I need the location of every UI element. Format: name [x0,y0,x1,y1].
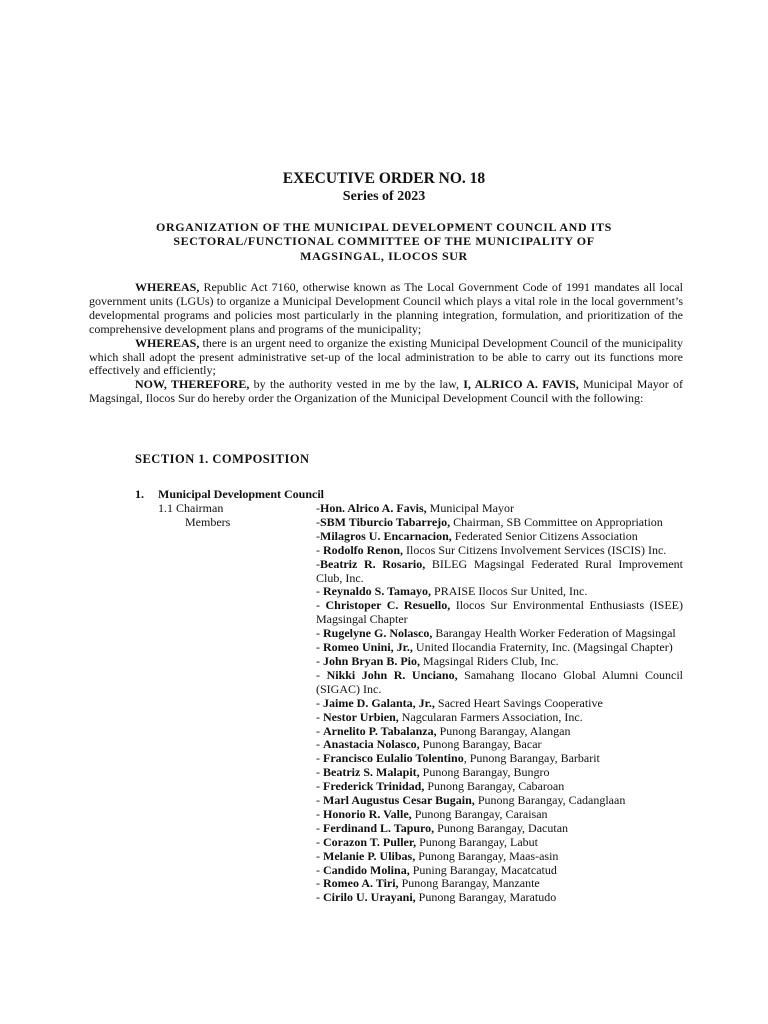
member-name: Francisco Eulalio Tolentino [323,751,464,766]
member-name: Hon. Alrico A. Favis, [320,501,427,515]
member-organization: Punong Barangay, Maratudo [415,890,557,905]
subject-line-2: SECTORAL/FUNCTIONAL COMMITTEE OF THE MUNICIPALITY OF [173,234,595,249]
member-organization: Sacred Heart Savings Cooperative [434,695,603,710]
member-entry [316,544,683,558]
member-organization: Punong Barangay, Alangan [436,723,571,738]
member-name: SBM Tiburcio Tabarrejo, [320,514,451,529]
member-name: Marl Augustus Cesar Bugain, [323,793,475,808]
member-name: Milagros U. Encarnacion, [320,528,452,543]
paragraph-text: by the authority vested in me by the law, [249,377,464,392]
member-bullet: - [316,584,323,599]
member-entry [316,530,683,544]
member-entry [316,725,683,739]
item-title: Municipal Development Council [158,487,325,501]
member-organization: Nagcularan Farmers Association, Inc. [398,709,583,724]
member-organization: United Ilocandia Fraternity, Inc. (Magsingal Chapter) [412,640,673,655]
member-name: Cirilo U. Urayani, [323,890,416,905]
member-entry [316,752,683,766]
member-organization: Punong Barangay, Cabaroan [424,779,565,794]
member-bullet: - [316,653,323,668]
member-organization: Punong Barangay, Bacar [419,737,542,752]
member-bullet: - [316,779,323,794]
member-bullet: - [316,640,323,655]
member-organization: Municipal Mayor [426,501,514,515]
whereas-paragraph-1 [89,281,683,337]
member-organization: Samahang Ilocano Global Alumni Council (SIGAC) Inc. [316,667,683,696]
mayor-name: I, ALRICO A. FAVIS, [463,377,579,392]
member-bullet: - [316,793,323,808]
member-bullet: - [316,626,323,641]
member-bullet: - [316,848,323,863]
member-name: John Bryan B. Pio, [323,653,421,668]
member-name: Melanie P. Ulibas, [323,848,416,863]
now-therefore-paragraph [89,378,683,406]
member-entry [316,850,683,864]
paragraph-lead: NOW, THEREFORE, [135,377,250,392]
member-entry [316,808,683,822]
member-organization: Ilocos Sur Citizens Involvement Services (ISCIS) Inc. [403,542,667,557]
member-entry [316,669,683,697]
member-bullet: - [316,514,320,529]
member-name: Arnelito P. Tabalanza, [323,723,437,738]
member-bullet: - [316,737,323,752]
member-name: Frederick Trinidad, [323,779,425,794]
member-organization: Punong Barangay, Dacutan [434,820,569,835]
member-entry [316,585,683,599]
member-bullet: - [316,528,320,543]
paragraph-lead: WHEREAS, [135,335,200,350]
member-organization: Punong Barangay, Labut [416,834,538,849]
member-entry [316,502,683,516]
member-name: Beatriz S. Malapit, [323,765,420,780]
order-title: EXECUTIVE ORDER NO. 18 [282,170,486,187]
member-organization: Punong Barangay, Manzante [398,876,540,891]
order-subject [100,220,668,263]
section-heading: SECTION 1. COMPOSITION [135,452,310,466]
member-organization: Ilocos Sur Environmental Enthusiasts (ISEE) Magsingal Chapter [316,598,683,627]
member-entry [316,780,683,794]
member-bullet: - [316,834,323,849]
member-bullet: - [316,765,323,780]
item-number: 1. [135,487,144,501]
chairman-label: 1.1 Chairman [158,501,224,515]
members-list [316,502,683,905]
member-entry [316,711,683,725]
member-organization: Barangay Health Worker Federation of Magsingal [432,626,676,641]
member-name: Rodolfo Renon, [323,542,404,557]
paragraph-text: there is an urgent need to organize the existing Municipal Development Council of the municipality which shall adopt the present administrative set-up of the local administration to be able to carry out its functions more effectively and efficiently; [89,335,683,378]
member-entry [316,822,683,836]
member-name: Anastacia Nolasco, [323,737,420,752]
member-organization: Federated Senior Citizens Association [451,528,638,543]
council-heading [135,488,324,502]
paragraph-text-continued: Municipal Mayor of Magsingal, Ilocos Sur do hereby order the Organization of the Municipal Development Council with the following: [89,377,684,406]
members-label: Members [185,515,231,529]
member-entry [316,641,683,655]
whereas-paragraph-2 [89,337,683,379]
member-entry [316,599,683,627]
member-bullet: - [316,876,323,891]
member-organization: PRAISE Ilocos Sur United, Inc. [431,584,588,599]
member-entry [316,697,683,711]
member-name: Nestor Urbien, [323,709,399,724]
member-bullet: - [316,862,323,877]
subject-line-3: MAGSINGAL, ILOCOS SUR [300,248,468,263]
member-entry [316,558,683,586]
member-name: Honorio R. Valle, [323,806,412,821]
member-organization: BILEG Magsingal Federated Rural Improvement Club, Inc. [316,556,683,585]
member-organization: Punong Barangay, Maas-asin [415,848,559,863]
member-bullet: - [316,723,323,738]
member-name: Rugelyne G. Nolasco, [323,626,433,641]
preamble [89,281,683,406]
member-entry [316,655,683,669]
member-organization: Punong Barangay, Caraisan [411,806,548,821]
member-bullet: - [316,598,326,613]
member-organization: Punong Barangay, Bungro [419,765,550,780]
member-name: Ferdinand L. Tapuro, [323,820,435,835]
member-name: Candido Molina, [323,862,410,877]
member-name: Nikki John R. Unciano, [326,667,458,682]
member-entry [316,891,683,905]
member-bullet: - [316,751,323,766]
member-organization: Puning Barangay, Macatcatud [409,862,557,877]
member-bullet: - [316,695,323,710]
subject-line-1: ORGANIZATION OF THE MUNICIPAL DEVELOPMENT COUNCIL AND ITS [156,220,612,234]
member-name: Romeo A. Tiri, [323,876,399,891]
member-organization: , Punong Barangay, Barbarit [463,751,600,766]
member-name: Jaime D. Galanta, Jr., [323,695,435,710]
member-name: Romeo Unini, Jr., [323,640,413,655]
member-entry [316,627,683,641]
member-organization: Chairman, SB Committee on Appropriation [450,514,663,529]
member-entry [316,794,683,808]
member-bullet: - [316,501,320,515]
member-bullet: - [316,806,323,821]
paragraph-lead: WHEREAS, [135,280,200,294]
member-name: Beatriz R. Rosario, [320,556,426,571]
member-organization: Magsingal Riders Club, Inc. [420,653,559,668]
member-name: Christoper C. Resuello, [325,598,451,613]
member-entry [316,766,683,780]
member-entry [316,877,683,891]
order-series: Series of 2023 [342,189,426,204]
member-entry [316,864,683,878]
member-bullet: - [316,820,323,835]
member-bullet: - [316,890,323,905]
member-bullet: - [316,556,320,571]
member-entry [316,738,683,752]
member-bullet: - [316,667,327,682]
member-name: Reynaldo S. Tamayo, [323,584,432,599]
member-entry [316,836,683,850]
member-bullet: - [316,709,323,724]
member-bullet: - [316,542,323,557]
member-name: Corazon T. Puller, [323,834,417,849]
member-organization: Punong Barangay, Cadanglaan [474,793,626,808]
member-entry [316,516,683,530]
paragraph-text: Republic Act 7160, otherwise known as The Local Government Code of 1991 mandates all local government units (LGUs) to organize a Municipal Development Council which plays a vital role in the local government’s developmental programs and policies most particularly in the planning integration, formulation, and prioritization of the comprehensive development plans and programs of the municipality; [89,280,683,336]
